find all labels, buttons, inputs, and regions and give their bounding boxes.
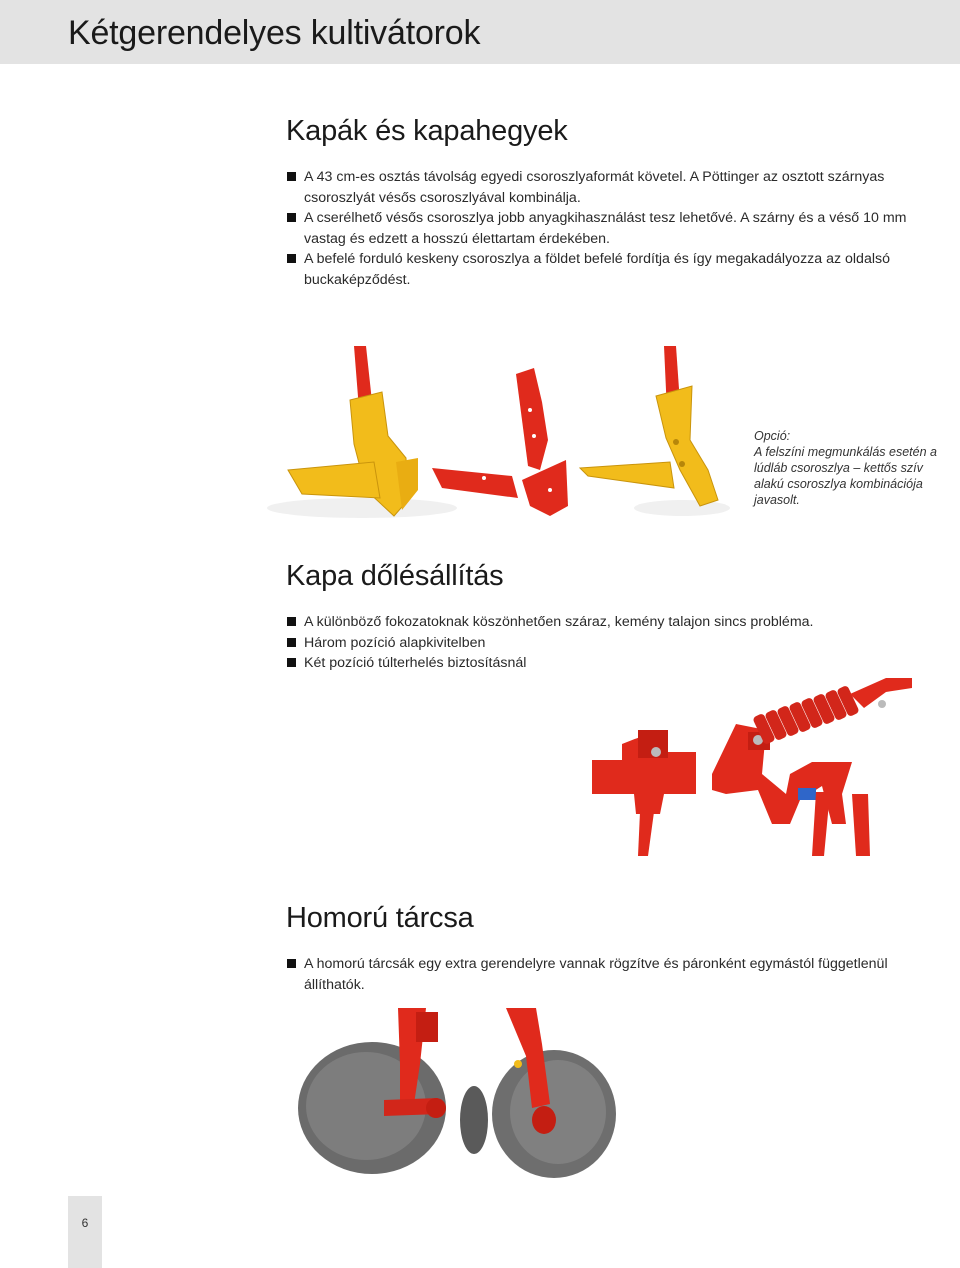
list-item: A cserélhető vésős csoroszlya jobb anyagkihasználást tesz lehetővé. A szárny és a véső 10 mm vastag és edzett a hosszú élettartam érdekében. bbox=[286, 208, 926, 249]
list-item: Három pozíció alapkivitelben bbox=[286, 633, 926, 654]
tine-adjustment-illustration bbox=[586, 674, 916, 860]
section-title-kapak: Kapák és kapahegyek bbox=[286, 115, 568, 147]
page-number: 6 bbox=[81, 1216, 89, 1230]
bullet-list-kapak bbox=[286, 167, 926, 290]
list-item: A 43 cm-es osztás távolság egyedi csoroszlyaformát követel. A Pöttinger az osztott szárnyas csoroszlyát vésős csoroszlyával kombinálja. bbox=[286, 167, 926, 208]
section-title-kapa-doles: Kapa dőlésállítás bbox=[286, 560, 504, 592]
caption-text: A felszíni megmunkálás esetén a lúdláb csoroszlya – kettős szív alakú csoroszlya kombinációja javasolt. bbox=[754, 445, 937, 507]
concave-disc-illustration bbox=[296, 1004, 626, 1184]
section-title-homoru-tarcsa: Homorú tárcsa bbox=[286, 902, 474, 934]
page-header bbox=[0, 0, 960, 64]
tines-illustration bbox=[262, 340, 732, 530]
bullet-list-kapa-doles bbox=[286, 612, 926, 674]
option-caption bbox=[754, 428, 944, 508]
list-item: A homorú tárcsák egy extra gerendelyre vannak rögzítve és páronként egymástól függetlenül állíthatók. bbox=[286, 954, 926, 995]
list-item: A különböző fokozatoknak köszönhetően száraz, kemény talajon sincs probléma. bbox=[286, 612, 926, 633]
page-title: Kétgerendelyes kultivátorok bbox=[68, 14, 481, 52]
list-item: Két pozíció túlterhelés biztosításnál bbox=[286, 653, 926, 674]
list-item: A befelé forduló keskeny csoroszlya a földet befelé fordítja és így megakadályozza az oldalsó buckaképződést. bbox=[286, 249, 926, 290]
page-number-tab bbox=[68, 1196, 102, 1268]
caption-label: Opció: bbox=[754, 429, 791, 443]
bullet-list-homoru-tarcsa bbox=[286, 954, 926, 995]
